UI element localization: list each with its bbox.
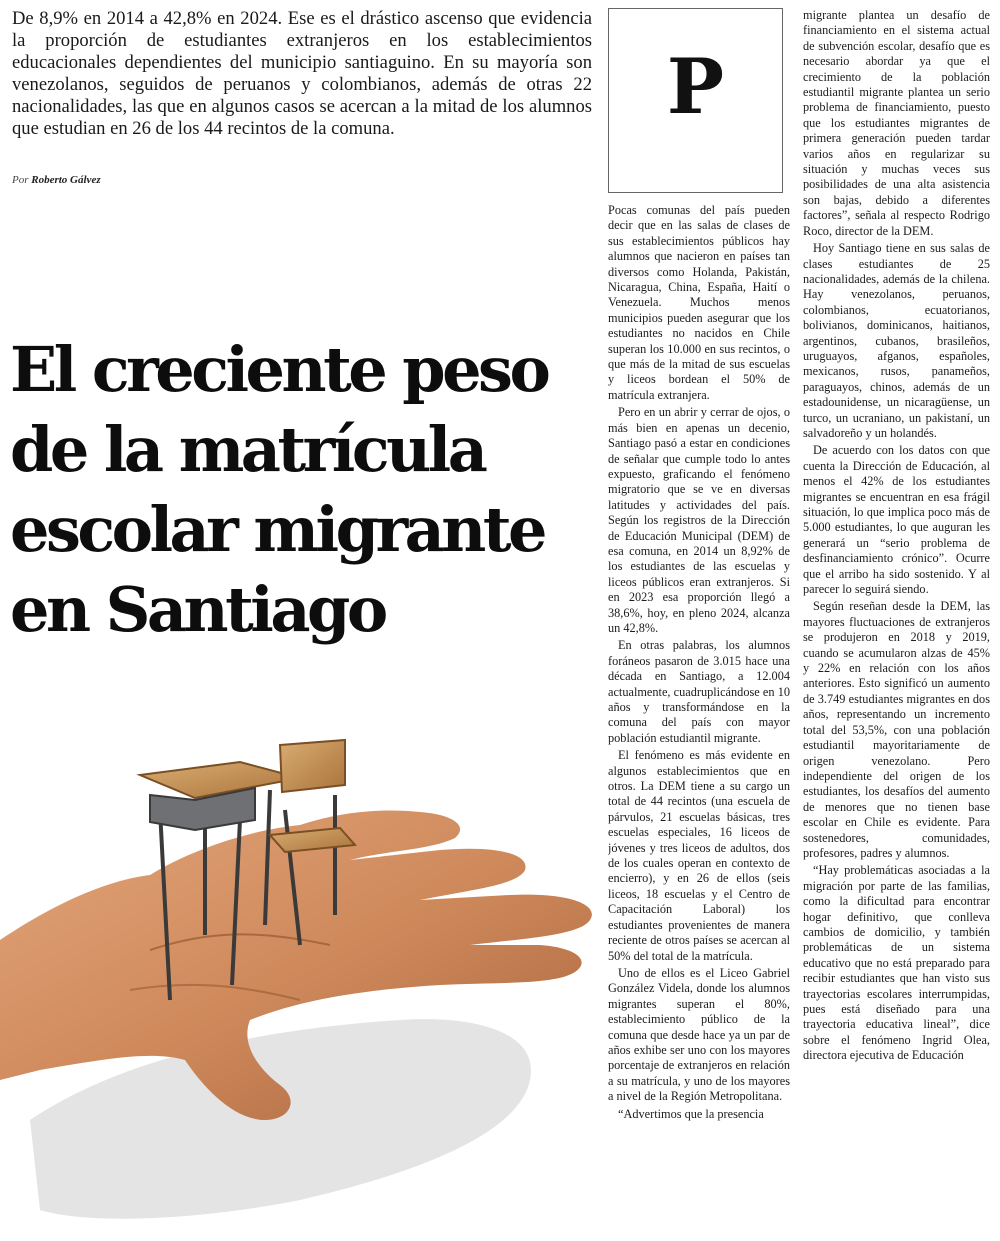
paragraph: “Advertimos que la presencia bbox=[618, 1106, 764, 1121]
headline-line-1: El creciente peso bbox=[10, 333, 548, 406]
article-headline bbox=[10, 330, 600, 650]
paragraph: “Hay problemáticas asociadas a la migración por parte de las familias, como la dificultad para encontrar hogar definitivo, que conlleva cambios de domicilio, y también problemáticas de un sistema educativo que no está preparado para recibir estudiantes que han visto sus trayectorias escolares interrumpidas, pues está diseñado para una trayectoria educativa lineal”, dice sobre el fenómeno Ingrid Olea, directora ejecutiva de Educación bbox=[803, 863, 990, 1063]
paragraph: migrante plantea un desafío de financiamiento en el sistema actual de subvención escolar, desafío que es necesario abordar ya que el crecimiento de la población estudiantil migrante plantea un serio problema de financiamiento, puesto que los estudiantes migrantes de primera generación pueden tardar varios años en regularizar su situación y muchas veces sus posibilidades de una alta asistencia son bajas, debido a diferentes factores”, señala al respecto Rodrigo Roco, director de la DEM. bbox=[803, 8, 990, 238]
article-lede: De 8,9% en 2014 a 42,8% en 2024. Ese es el drástico ascenso que evidencia la proporción de estudiantes extranjeros en los establecimientos educacionales dependientes del municipio santiaguino. En su mayoría son venezolanos, seguidos de peruanos y colombianos, además de otras 22 nacionalidades, las que en algunos casos se acercan a la mitad de los alumnos que estudian en 26 de los 44 recintos de la comuna. bbox=[12, 8, 592, 139]
paragraph: En otras palabras, los alumnos foráneos pasaron de 3.015 hace una década en Santiago, a 12.004 actualmente, cuadruplicándose en 10 años y transformándose en la comuna del país con mayor población estudiantil migrante. bbox=[608, 638, 790, 745]
headline-line-4: en Santiago bbox=[10, 573, 385, 646]
hand-with-school-desk-illustration bbox=[0, 700, 600, 1230]
byline-author: Roberto Gálvez bbox=[31, 174, 101, 186]
dropcap-box bbox=[608, 8, 783, 193]
dropcap-letter: P bbox=[666, 42, 725, 131]
desk-top bbox=[140, 762, 300, 798]
byline bbox=[12, 174, 101, 186]
chair-back bbox=[280, 740, 345, 792]
byline-prefix: Por bbox=[12, 174, 29, 186]
paragraph: Según reseñan desde la DEM, las mayores fluctuaciones de extranjeros se produjeron en 2018 y 2019, cuando se acumularon alzas de 45% y 22% en relación con los años anteriores. Esto significó un aumento de 3.749 estudiantes migrantes en dos años, representando un incremento total del 53,5%, con una población estudiantil mayoritariamente de origen venezolano. Pero independiente del origen de los estudiantes, los desafíos del aumento de menores que no tienen base escolar en Chile es evidente. Para sostenedores, comunidades, profesores, padres y alumnos. bbox=[803, 599, 990, 860]
article-column-right bbox=[803, 8, 990, 1237]
article-column-left bbox=[608, 203, 790, 1237]
paragraph: Pero en un abrir y cerrar de ojos, o más bien en apenas un decenio, Santiago pasó a estar en condiciones de señalar que cumple todo lo antes expuesto, graficando el fenómeno migratorio que se ve en diversas latitudes y actividades del país. Según los registros de la Dirección de Educación Municipal (DEM) de esa comuna, en 2014 un 8,92% de los estudiantes de las escuelas y liceos públicos eran extranjeros. Si en 2023 esa proporción llegó a 38,6%, hoy, en pleno 2024, alcanza un 42,8%. bbox=[608, 405, 790, 635]
paragraph: Pocas comunas del país pueden decir que en las salas de clases de sus establecimientos públicos hay alumnos que nacieron en países tan diversos como Holanda, Pakistán, Nicaragua, China, España, Haití o Venezuela. Muchos menos municipios pueden asegurar que los estudiantes no nacidos en Chile superan los 10.000 en sus recintos, o que más de la mitad de sus escuelas y liceos bordean el 50% de matrícula extranjera. bbox=[608, 203, 790, 402]
paragraph: Hoy Santiago tiene en sus salas de clases estudiantes de 25 nacionalidades, además de la chilena. Hay venezolanos, peruanos, colombianos, ecuatorianos, bolivianos, dominicanos, haitianos, argentinos, cubanos, brasileños, uruguayos, afganos, españoles, mexicanos, rusos, panameños, paraguayos, chinos, además de un estadounidense, un nicaragüense, un turco, un ucraniano, un pakistaní, un salvadoreño y un holandés. bbox=[803, 241, 990, 440]
headline-line-3: escolar migrante bbox=[10, 493, 544, 566]
headline-line-2: de la matrícula bbox=[10, 413, 485, 486]
paragraph: Uno de ellos es el Liceo Gabriel González Videla, donde los alumnos migrantes superan el 80%, establecimiento público de la comuna que desde hace ya un par de años exhibe ser uno con los mayores porcentaje de extranjeros en relación a su matrícula, y uno de los mayores a nivel de la Región Metropolitana. bbox=[608, 965, 790, 1104]
paragraph: El fenómeno es más evidente en algunos establecimientos que en otros. La DEM tiene a su cargo un total de 44 recintos (una escuela de párvulos, 21 escuelas básicas, tres escuelas especiales, 16 liceos de jóvenes y tres liceos de adultos, dos de los cuales operan en contexto de encierro), y en 26 de ellos (seis liceos, 18 escuelas y el Centro de Capacitación Laboral) los estudiantes provenientes de manera reciente de otros países se acercan al 50% del total de la matrícula. bbox=[608, 748, 790, 963]
paragraph: De acuerdo con los datos con que cuenta la Dirección de Educación, al menos el 42% de los estudiantes migrantes se encuentran en esa frágil situación, lo que implica poco más de 5.000 estudiantes, lo que auguran les generará un “serio problema de desfinanciamiento crónico”. Ocurre que el arribo ha sido sostenido. Y al parecer lo seguirá siendo. bbox=[803, 443, 990, 597]
